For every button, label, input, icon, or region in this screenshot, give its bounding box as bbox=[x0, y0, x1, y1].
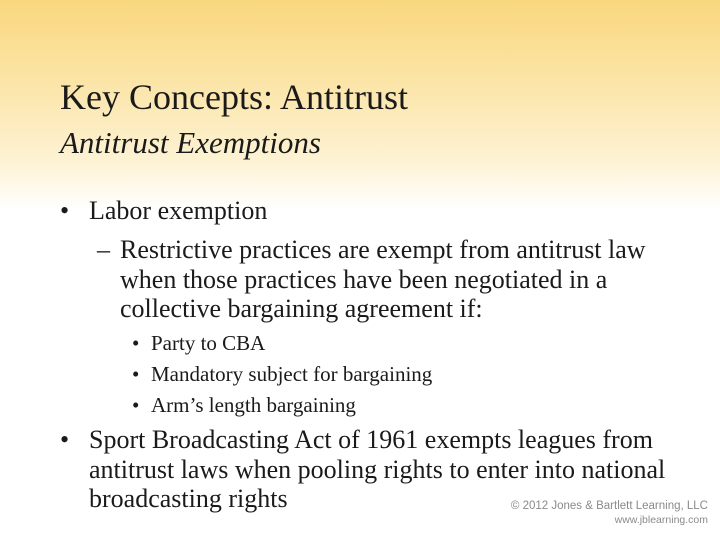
sub-sub-bullet-arms-length bbox=[132, 393, 632, 417]
bullet-marker: • bbox=[132, 362, 140, 386]
bullet-marker: • bbox=[132, 393, 140, 417]
copyright-line: © 2012 Jones & Bartlett Learning, LLC bbox=[510, 500, 708, 512]
sub-sub-bullet-text: Arm’s length bargaining bbox=[151, 393, 356, 417]
bullet-text: Labor exemption bbox=[89, 196, 268, 225]
bullet-marker: • bbox=[60, 196, 70, 225]
bullet-text: Sport Broadcasting Act of 1961 exempts leagues from antitrust laws when pooling rights to enter into national broadcasting rights bbox=[89, 425, 666, 513]
sub-sub-bullet-mandatory-subject bbox=[132, 362, 632, 386]
sub-sub-bullet-text: Party to CBA bbox=[151, 331, 266, 355]
sub-bullet-restrictive-practices bbox=[97, 235, 697, 324]
bullet-marker: • bbox=[132, 331, 140, 355]
sub-bullet-text: Restrictive practices are exempt from antitrust law when those practices have been negotiated in a collective bargaining agreement if: bbox=[120, 235, 646, 323]
copyright-notice bbox=[511, 499, 708, 527]
bullet-labor-exemption bbox=[60, 196, 700, 226]
website-line: www.jblearning.com bbox=[614, 514, 708, 526]
sub-sub-bullet-text: Mandatory subject for bargaining bbox=[151, 362, 433, 386]
bullet-marker: • bbox=[60, 425, 70, 454]
slide-subtitle: Antitrust Exemptions bbox=[60, 125, 321, 160]
slide-title: Key Concepts: Antitrust bbox=[60, 77, 408, 117]
dash-marker: – bbox=[97, 235, 110, 264]
sub-sub-bullet-party-to-cba bbox=[132, 331, 632, 355]
